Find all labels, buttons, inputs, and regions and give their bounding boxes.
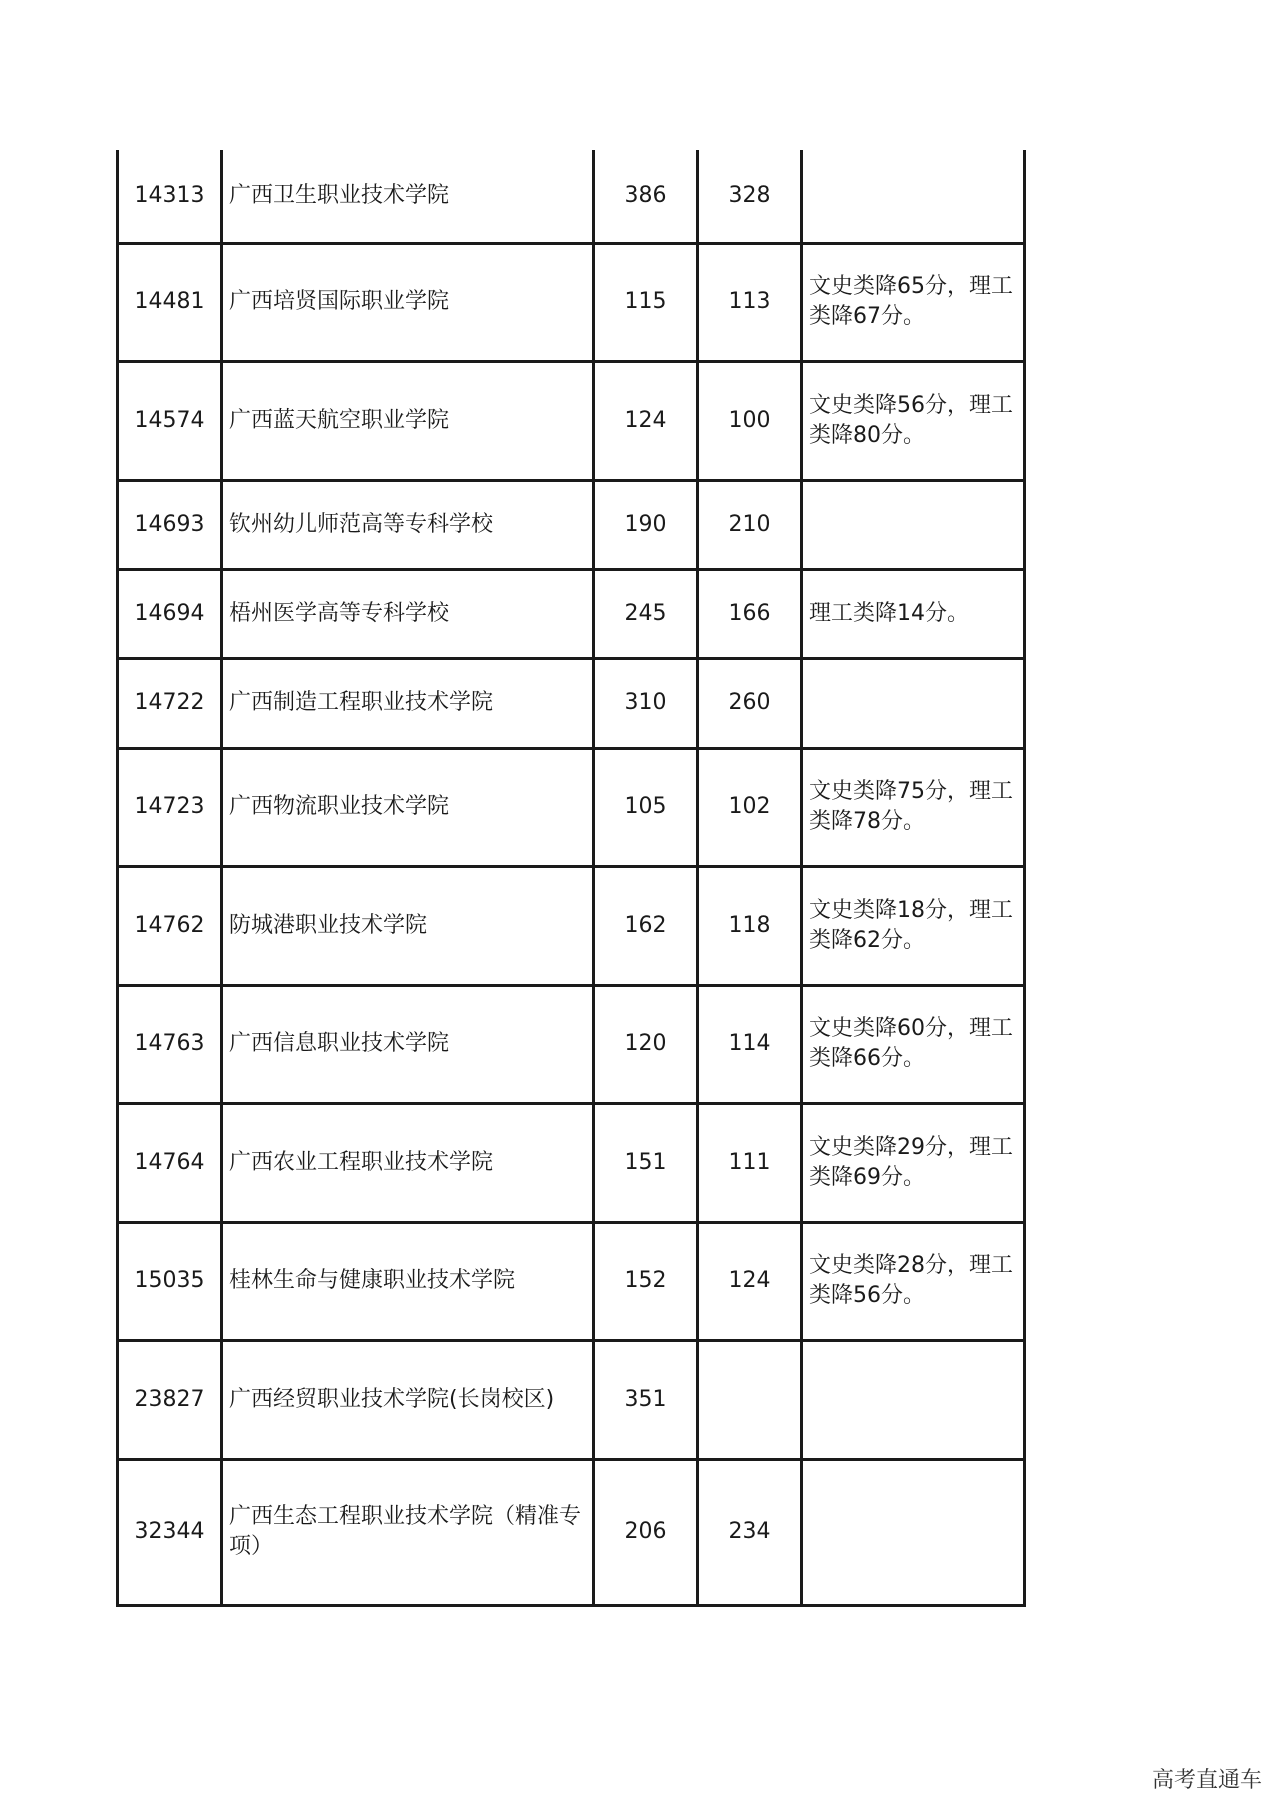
school-name: 梧州医学高等专科学校 [222,569,594,658]
school-name: 钦州幼儿师范高等专科学校 [222,480,594,569]
school-code: 14762 [118,866,222,985]
school-code: 23827 [118,1340,222,1459]
school-name: 广西信息职业技术学院 [222,985,594,1103]
score-value-1: 151 [594,1103,698,1222]
score-value-2: 210 [698,480,802,569]
score-note [802,150,1025,243]
school-code: 14694 [118,569,222,658]
school-name: 防城港职业技术学院 [222,866,594,985]
school-code: 32344 [118,1459,222,1605]
school-code: 14763 [118,985,222,1103]
school-code: 14574 [118,361,222,480]
score-note: 文史类降18分，理工类降62分。 [802,866,1025,985]
table-row [118,658,1025,748]
score-value-1: 105 [594,748,698,866]
score-value-1: 310 [594,658,698,748]
school-name: 广西生态工程职业技术学院（精准专项） [222,1459,594,1605]
table-row [118,748,1025,866]
school-name: 广西培贤国际职业学院 [222,243,594,361]
score-value-2: 102 [698,748,802,866]
table-row [118,361,1025,480]
score-value-1: 162 [594,866,698,985]
score-value-1: 206 [594,1459,698,1605]
score-value-1: 351 [594,1340,698,1459]
school-name: 广西物流职业技术学院 [222,748,594,866]
score-value-2: 113 [698,243,802,361]
score-value-1: 245 [594,569,698,658]
admission-score-table [116,150,1026,1607]
score-value-2: 114 [698,985,802,1103]
score-value-2: 166 [698,569,802,658]
score-value-2: 100 [698,361,802,480]
table-row [118,985,1025,1103]
score-value-1: 115 [594,243,698,361]
score-value-2: 118 [698,866,802,985]
score-value-1: 190 [594,480,698,569]
school-code: 15035 [118,1222,222,1340]
table-row [118,1459,1025,1605]
score-note [802,1459,1025,1605]
table-row [118,1103,1025,1222]
score-note [802,480,1025,569]
school-code: 14723 [118,748,222,866]
score-value-1: 120 [594,985,698,1103]
score-value-2: 111 [698,1103,802,1222]
watermark-text: 高考直通车 [1151,1768,1262,1793]
score-note: 理工类降14分。 [802,569,1025,658]
school-name: 广西蓝天航空职业学院 [222,361,594,480]
school-code: 14313 [118,150,222,243]
school-code: 14481 [118,243,222,361]
school-code: 14722 [118,658,222,748]
score-value-2: 260 [698,658,802,748]
school-code: 14764 [118,1103,222,1222]
score-value-2: 124 [698,1222,802,1340]
score-value-2: 328 [698,150,802,243]
score-note: 文史类降29分，理工类降69分。 [802,1103,1025,1222]
table-row [118,1340,1025,1459]
school-name: 广西经贸职业技术学院(长岗校区) [222,1340,594,1459]
score-note [802,1340,1025,1459]
table-row [118,150,1025,243]
table-row [118,243,1025,361]
score-value-1: 386 [594,150,698,243]
score-note: 文史类降60分，理工类降66分。 [802,985,1025,1103]
table-row [118,866,1025,985]
score-note: 文史类降28分，理工类降56分。 [802,1222,1025,1340]
school-name: 广西制造工程职业技术学院 [222,658,594,748]
school-name: 广西卫生职业技术学院 [222,150,594,243]
table-row [118,1222,1025,1340]
score-note [802,658,1025,748]
score-value-2 [698,1340,802,1459]
score-note: 文史类降65分，理工类降67分。 [802,243,1025,361]
score-value-2: 234 [698,1459,802,1605]
score-note: 文史类降56分，理工类降80分。 [802,361,1025,480]
table-row [118,480,1025,569]
score-note: 文史类降75分，理工类降78分。 [802,748,1025,866]
score-value-1: 124 [594,361,698,480]
school-code: 14693 [118,480,222,569]
score-value-1: 152 [594,1222,698,1340]
table-row [118,569,1025,658]
school-name: 广西农业工程职业技术学院 [222,1103,594,1222]
school-name: 桂林生命与健康职业技术学院 [222,1222,594,1340]
